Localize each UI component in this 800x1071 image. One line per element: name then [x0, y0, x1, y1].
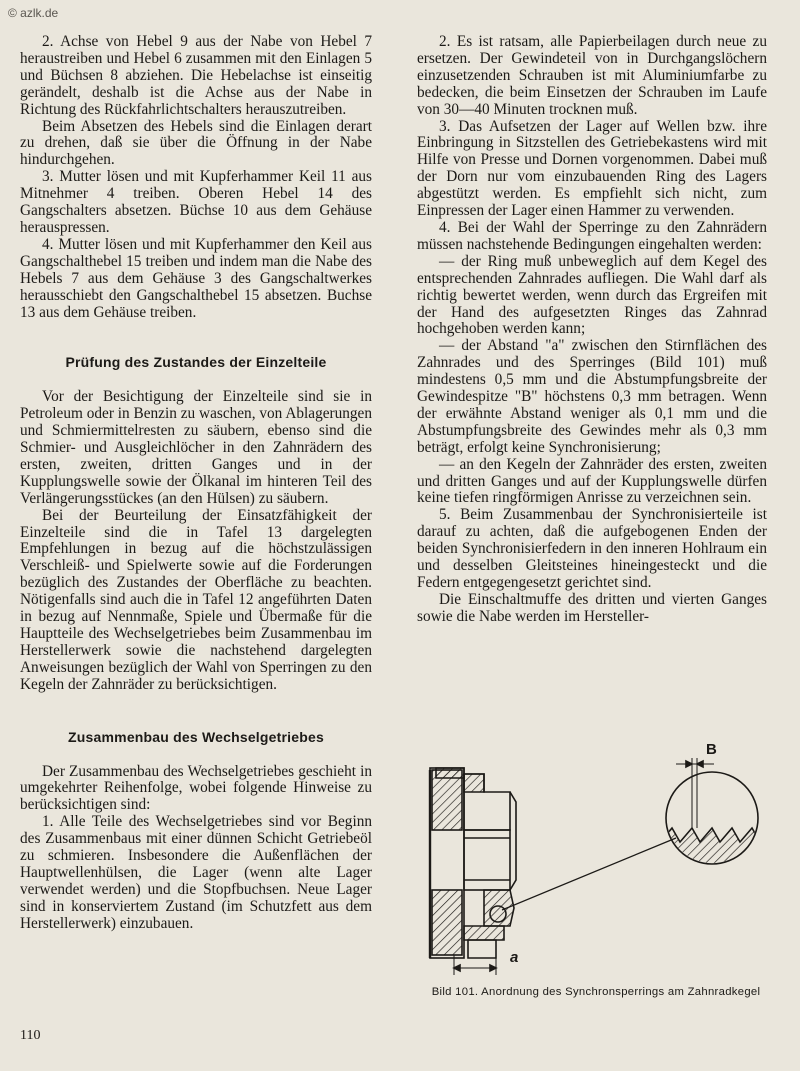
paragraph: Die Einschaltmuffe des dritten und vierten Ganges sowie die Nabe werden im Hersteller- [417, 590, 767, 625]
section-heading: Prüfung des Zustandes der Einzelteile [65, 354, 327, 371]
watermark: © azlk.de [8, 6, 59, 20]
paragraph: 2. Achse von Hebel 9 aus der Nabe von Hebel 7 heraustreiben und Hebel 6 zusammen mit den Einlagen 5 und Büchsen 8 abziehen. Die Hebelachse ist einseitig gerändelt, deshalb ist die Achse aus der Nabe in Richtung des Rückfahrlichtschalters herauszutreiben. [20, 33, 372, 118]
section-heading: Zusammenbau des Wechselgetriebes [68, 728, 324, 745]
paragraph: 2. Es ist ratsam, alle Papierbeilagen durch neue zu ersetzen. Der Gewindeteil von in Durchgangslöchern einzusetzenden Schrauben ist mit Aluminiumfarbe zu bedecken, die beim Einsetzen der Schrauben im Laufe von 30—40 Minuten trocknen muß. [417, 33, 767, 118]
paragraph: Beim Absetzen des Hebels sind die Einlagen derart zu drehen, daß sie über die Öffnung in der Nabe hindurchgehen. [20, 117, 372, 169]
paragraph: — der Abstand "a" zwischen den Stirnflächen des Zahnrades und des Sperringes (Bild 101) muß mindestens 0,5 mm und die Abstumpfungsbreite der Gewindespitze "B" höchstens 0,3 mm betragen. Wenn der erwähnte Abstand weniger als 0,1 mm und die Abstumpfungsbreite des Gewindes mehr als 0,3 mm beträgt, erfolgt keine Synchronisierung; [417, 337, 767, 456]
paragraph: Der Zusammenbau des Wechselgetriebes geschieht in umgekehrter Reihenfolge, wobei folgende Hinweise zu berücksichtigen sind: [20, 762, 372, 814]
figure-caption: Bild 101. Anordnung des Synchronsperrings am Zahnradkegel [431, 986, 761, 998]
paragraph: 4. Mutter lösen und mit Kupferhammer den Keil aus Gangschalthebel 15 treiben und indem man die Nabe des Hebels 7 aus dem Gehäuse 3 des Gangschaltwerkes herausschiebt den Gangschalthebel 15 absetzen. Buchse 13 aus dem Gehäuse treiben. [20, 235, 372, 321]
paragraph: 3. Mutter lösen und mit Kupferhammer Keil 11 aus Mitnehmer 4 treiben. Oberen Hebel 14 des Gangschalters absetzen. Büchse 10 aus dem Gehäuse herauspressen. [20, 168, 372, 236]
paragraph: Vor der Besichtigung der Einzelteile sind sie in Petroleum oder in Benzin zu waschen, von Ablagerungen und Schmiermittelresten zu säubern, ebenso sind die Schmier- und Ausgleichlöcher in den Zahnrädern des ersten, zweiten, dritten Ganges und in der Kupplungswelle sowie der Ölkanal im hinteren Teil des Verlängerungsstückes (an den Hülsen) zu säubern. [20, 388, 372, 507]
left-column [20, 34, 372, 933]
paragraph: — der Ring muß unbeweglich auf dem Kegel des entsprechenden Zahnrades aufliegen. Die Wahl darf als richtig bewertet werden, wenn durch das Ergreifen mit der Hand des aufgesetzten Ringes das Zahnrad hochgehoben werden kann; [417, 252, 767, 338]
paragraph: — an den Kegeln der Zahnräder des ersten, zweiten und dritten Ganges und auf der Kupplungswelle dürfen keine tiefen ringförmigen Anrisse zu verzeichnen sein. [417, 455, 767, 507]
paragraph: 3. Das Aufsetzen der Lager auf Wellen bzw. ihre Einbringung in Sitzstellen des Getriebekastens wird mit Hilfe von Presse und Dornen vorgenommen. Dabei muß der Dorn nur vom einzubauenden Ring des Lagers abgestützt werden. Es empfiehlt sich nicht, zum Einpressen der Lager einen Hammer zu verwenden. [417, 117, 767, 220]
paragraph: 5. Beim Zusammenbau der Synchronisierteile ist darauf zu achten, daß die aufgebogenen Enden der beiden Synchronisierfedern in den inneren Hohlraum ein und desselben Gleitsteines hineingesteckt und die Federn entgegengesetzt gerichtet sind. [417, 506, 767, 591]
right-column [417, 34, 767, 626]
paragraph: 1. Alle Teile des Wechselgetriebes sind vor Beginn des Zusammenbaus mit einer dünnen Schicht Getriebeöl zu schmieren. Insbesondere die Außenflächen der Hauptwellenhülsen, die Lager (wenn alte Lager verwendet werden) und die Stopfbuchsen. Neue Lager sind in konserviertem Zustand (im Schutzfett aus dem Herstellerwerk) einzubauen. [20, 813, 372, 932]
page-number: 110 [20, 1028, 41, 1043]
paragraph: 4. Bei der Wahl der Sperringe zu den Zahnrädern müssen nachstehende Bedingungen eingehalten werden: [417, 218, 767, 253]
synchro-ring-figure [414, 730, 774, 985]
paragraph: Bei der Beurteilung der Einsatzfähigkeit der Einzelteile sind die in Tafel 13 dargelegten Empfehlungen in bezug auf die höchstzulässigen Verschleiß- und Spielwerte sowie auf die Forderungen bezüglich des Zustandes der Oberfläche zu beachten. Nötigenfalls sind auch die in Tafel 12 angeführten Daten in bezug auf Nennmaße, Spiele und Übermaße für die Hauptteile des Wechselgetriebes beim Zusammenbau im Herstellerwerk sowie die nachstehend dargelegten Anweisungen bezüglich der Wahl von Sperringen zu den Kegeln der Zahnräder zu berücksichtigen. [20, 506, 372, 693]
label-b: B [706, 741, 717, 758]
label-a: a [510, 949, 519, 966]
